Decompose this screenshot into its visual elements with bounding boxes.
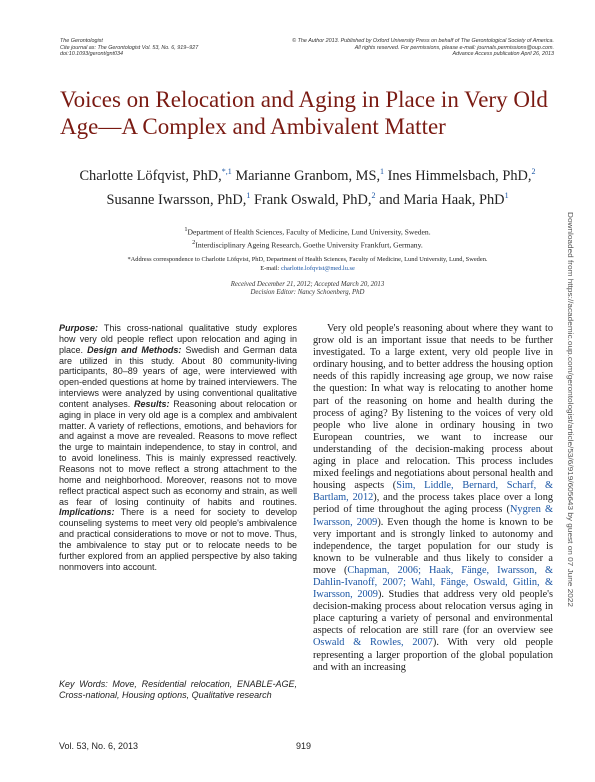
affiliation-2: $^2$Interdisciplinary Ageing Research, Goethe University Frankfurt, Germany.: [192, 238, 423, 250]
doi-line: doi:10.1093/geront/gnt034: [60, 51, 123, 58]
author-line-1: [40, 162, 575, 186]
citation-line: Cite journal as: The Gerontologist Vol. 53, No. 6, 919–927: [60, 44, 199, 51]
correspondence: [40, 256, 575, 273]
citation-link[interactable]: Sim, Liddle, Bernard, Scharf, & Bartlam, 2012: [313, 480, 554, 504]
author-affiliation-marker[interactable]: 1: [380, 167, 385, 176]
author-affiliation-marker[interactable]: 2: [371, 190, 376, 200]
download-watermark: [562, 212, 578, 607]
key-words: Key Words: Move, Residential relocation, ENABLE-AGE, Cross-national, Housing options, Qualitative research: [59, 679, 297, 700]
abstract: Purpose: This cross-national qualitative study explores how very old people reflect upon relocation and aging in place. Design and Methods: Swedish and German data are utilized in this study. About 80 community-living participants, 80–89 years of age, were interviewed with open-ended questions at home by trained interviewers. The interviews were analyzed by using conventional qualitative content analyses. Results: Reasoning about relocation or aging in place in very old age is a complex and ambivalent matter. A variety of reflections, emotions, and behaviors for and against a move are revealed. Reasons to move reflect the urge to maintain independence, to stay in control, and to avoid loneliness. This is mainly expressed reactively. Reasons not to move reflect a strong attachment to the home and neighborhood. Moreover, reasons not to move reflect practical aspect such as economy and strain, as well as fear of losing continuity of habits and routines. Implications: There is a need for society to develop counseling systems to meet very old people's ambivalence and practical considerations to move or not to move. Thus, the ambivalence to stay put or to relocate needs to be further explored from an applied perspective by also taking nonmovers into account.: [59, 323, 297, 572]
download-watermark-text: Downloaded from https://academic.oup.com/gerontologist/article/53/6/919/605643 by guest on 07 June 2022: [566, 212, 575, 577]
author-affiliation-marker[interactable]: *,1: [221, 167, 232, 176]
received-accepted-dates: Received December 21, 2012; Accepted March 20, 2013: [230, 281, 385, 288]
author-name: Susanne Iwarsson, PhD,: [106, 191, 247, 208]
affiliations: [40, 225, 575, 250]
footer-volume: Vol. 53, No. 6, 2013: [59, 741, 139, 751]
article-title: Voices on Relocation and Aging in Place in Very Old Age—A Complex and Ambivalent Matter: [60, 87, 548, 139]
author-affiliation-marker[interactable]: 1: [504, 190, 509, 200]
citation-link[interactable]: Oswald & Rowles, 2007: [313, 637, 433, 649]
author-affiliation-marker[interactable]: 1: [246, 190, 251, 200]
author-line-2: [40, 186, 575, 210]
affiliation-1: $^1$Department of Health Sciences, Faculty of Medicine, Lund University, Sweden.: [184, 226, 431, 237]
author-affiliation-marker[interactable]: 2: [531, 167, 536, 176]
decision-editor: Decision Editor: Nancy Schoenberg, PhD: [250, 289, 365, 297]
publication-date-line: Advance Access publication April 26, 2013: [452, 51, 554, 58]
correspondence-email-line: E-mail: charlotte.lofqvist@med.lu.se: [260, 264, 355, 272]
abstract-label-purpose: Purpose:: [59, 323, 99, 333]
body-text: Very old people's reasoning about where they want to grow old is an important issue that needs to be further investigated. To a large extent, very old people live in ordinary housing, and to better address the housing option needs of this rapidly increasing age group, we now raise the question: In what way is relocating to another home part of the reasoning on home and health during the process of aging? By listening to the voices of very old people who live alone in ordinary housing in two European countries, we want to increase our understanding of the decision-making process about aging in place and relocation. This process includes mixed feelings and negotiations about personal health and housing aspects (Sim, Liddle, Bernard, Scharf, & Bartlam, 2012), and the process takes place over a long period of time throughout the aging process (Nygren & Iwarsson, 2009). Even though the home is known to be very important and is strongly linked to autonomy and independence, the target population for our study is known to be vulnerable and thus likely to consider a move (Chapman, 2006; Haak, Fänge, Iwarsson, & Dahlin-Ivanoff, 2007; Wahl, Fänge, Oswald, Gitlin, & Iwarsson, 2009). Studies that address very old people's decision-making process about relocation versus aging in place capturing a variety of personal and environmental aspects of relocation are still rare (for an overview see Oswald & Rowles, 2007). With very old people representing a larger proportion of the global population and with an increasing: [313, 323, 554, 673]
citation-link[interactable]: Nygren & Iwarsson, 2009: [313, 504, 553, 528]
journal-header-right: [292, 38, 554, 58]
correspondence-address: *Address correspondence to Charlotte Löfqvist, PhD, Department of Health Sciences, Faculty of Medicine, Lund University, Lund, Sweden.: [127, 256, 488, 263]
citation-link[interactable]: Chapman, 2006; Haak, Fänge, Iwarsson, & Dahlin-Ivanoff, 2007; Wahl, Fänge, Oswald, Gitlin, & Iwarsson, 2009: [313, 564, 553, 601]
copyright-line: © The Author 2013. Published by Oxford University Press on behalf of The Gerontological Society of America.: [292, 38, 554, 44]
author-name: Marianne Granbom, MS,: [231, 167, 381, 184]
email-link[interactable]: charlotte.lofqvist@med.lu.se: [280, 264, 355, 272]
author-name: Ines Himmelsbach, PhD,: [384, 167, 532, 184]
author-name: and Maria Haak, PhD: [375, 191, 505, 208]
journal-header-left: [60, 38, 198, 58]
author-name: Charlotte Löfqvist, PhD,: [79, 167, 222, 184]
author-name: Frank Oswald, PhD,: [250, 191, 372, 208]
article-dates: [40, 281, 575, 298]
abstract-label-results: Results:: [134, 398, 170, 409]
journal-name: The Gerontologist: [60, 38, 103, 44]
permissions-line: All rights reserved. For permissions, please e-mail: journals.permissions@oup.com.: [354, 44, 554, 51]
page-number: 919: [296, 741, 312, 751]
abstract-label-implications: Implications:: [59, 507, 115, 518]
author-list: [40, 162, 575, 210]
abstract-label-design: Design and Methods:: [87, 344, 182, 355]
